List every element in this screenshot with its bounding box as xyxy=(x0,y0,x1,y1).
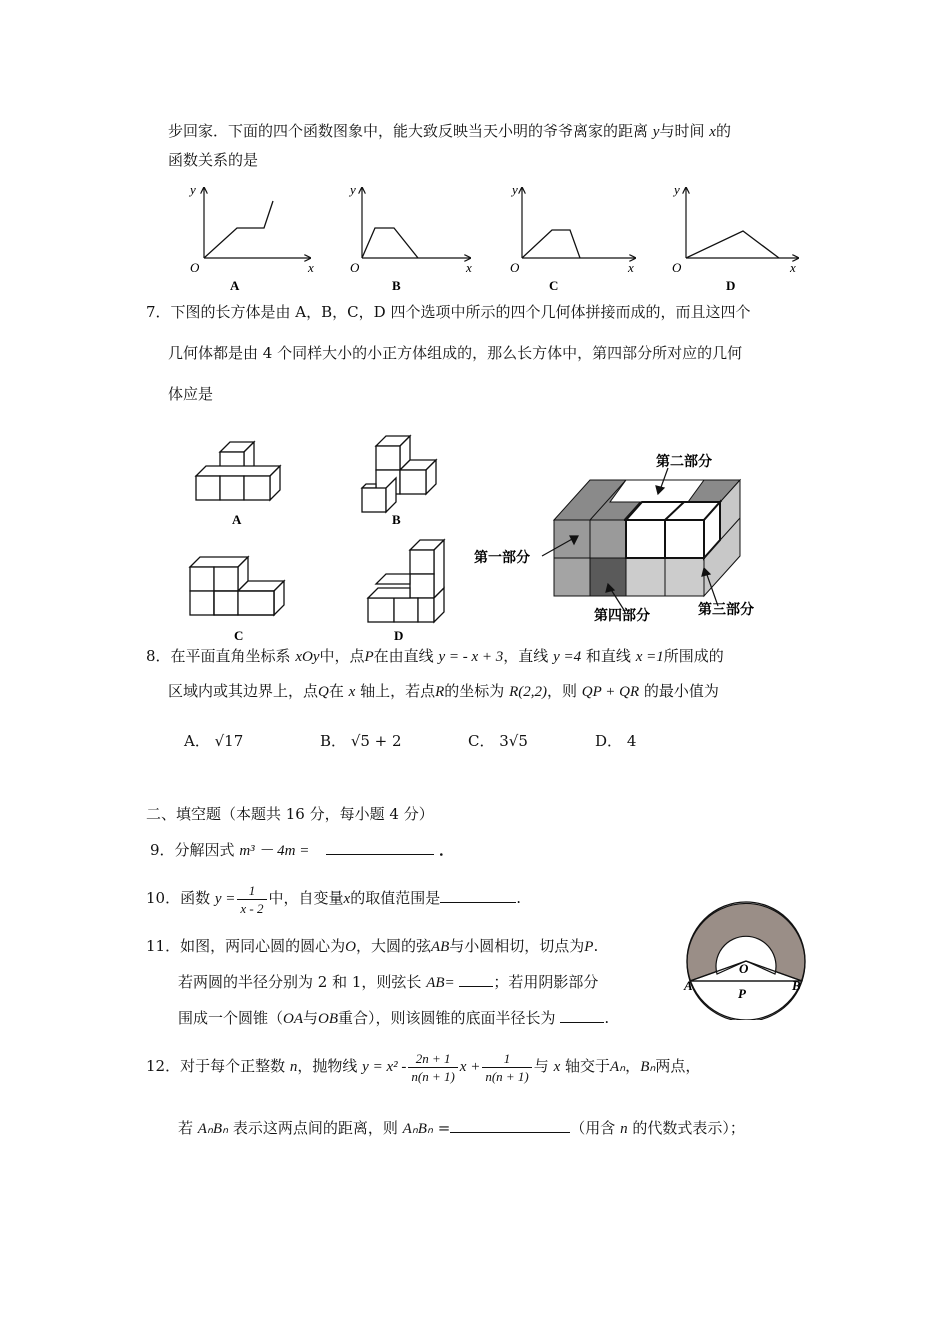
graph-a-y: y xyxy=(190,182,196,197)
q6-line2: 函数关系的是 xyxy=(168,151,259,169)
q12-fraction-2: $\frac{1}{n(n + 1)}$ xyxy=(482,1050,531,1085)
q7-line1: 7．下图的长方体是由 A，B，C，D 四个选项中所示的四个几何体拼接而成的，而且这四个 xyxy=(146,303,751,321)
q7-line3: 体应是 xyxy=(168,385,214,403)
graph-c-y: y xyxy=(512,182,518,197)
q8-option-a: A． √17 xyxy=(184,732,244,750)
graph-a-o: O xyxy=(190,260,200,275)
label-part3: 第三部分 xyxy=(698,603,754,618)
label-part4: 第四部分 xyxy=(594,609,650,624)
q12-fraction-1: $\frac{2n + 1}{n(n + 1)}$ xyxy=(408,1050,457,1085)
shape-a-label: A xyxy=(232,512,242,527)
q10-line: 10．函数 y = $\frac{1}{x - 2}$ 中，自变量x的取值范围是 . xyxy=(146,882,521,916)
fig-b: B xyxy=(792,978,801,993)
shape-c xyxy=(190,557,284,615)
shape-d xyxy=(368,540,444,622)
q6-line1: 步回家．下面的四个函数图象中，能大致反映当天小明的爷爷离家的距离 y与时间 x的 xyxy=(168,122,731,140)
fig-a: A xyxy=(684,978,693,993)
q11-line2: 若两圆的半径分别为 2 和 1，则弦长 AB= ；若用阴影部分 xyxy=(178,973,599,991)
q11-line1: 11．如图，两同心圆的圆心为O，大圆的弦AB与小圆相切，切点为P. xyxy=(146,937,599,955)
shape-b-label: B xyxy=(392,512,401,527)
q8-option-d: D． 4 xyxy=(595,732,637,750)
q10-answer-blank[interactable] xyxy=(440,888,516,903)
q7-cuboid xyxy=(470,440,790,630)
q11-line3: 围成一个圆锥（OA与OB重合），则该圆锥的底面半径长为 . xyxy=(178,1009,610,1027)
q6-graphs xyxy=(180,178,820,298)
fig-o: O xyxy=(739,961,749,976)
q8-option-b: B． √5 + 2 xyxy=(320,732,402,750)
graph-b-x: x xyxy=(466,260,472,275)
q11-figure xyxy=(680,900,810,1020)
shape-d-label: D xyxy=(394,628,404,643)
graph-d-label: D xyxy=(726,278,736,293)
q12-answer-blank[interactable] xyxy=(450,1118,570,1133)
graph-b xyxy=(348,182,472,293)
q9-line: 9．分解因式 m³ － 4m = ． xyxy=(150,841,454,859)
graph-c-label: C xyxy=(549,278,559,293)
graph-a-label: A xyxy=(230,278,240,293)
q8-line1: 8．在平面直角坐标系 xOy中，点P在由直线 y = - x + 3，直线 y =4 和直线 x =1所围成的 xyxy=(146,647,724,665)
graph-b-o: O xyxy=(350,260,360,275)
graph-d-o: O xyxy=(672,260,682,275)
q10-fraction: $\frac{1}{x - 2}$ xyxy=(237,882,266,917)
graph-d-y: y xyxy=(674,182,680,197)
q9-answer-blank[interactable] xyxy=(326,840,434,855)
graph-b-y: y xyxy=(350,182,356,197)
graph-c xyxy=(510,182,635,293)
q12-line2: 若 AₙBₙ 表示这两点间的距离，则 AₙBₙ = （用含 n 的代数式表示）； xyxy=(178,1119,745,1137)
graph-d-x: x xyxy=(790,260,796,275)
section2-title: 二、填空题（本题共 16 分，每小题 4 分） xyxy=(146,805,434,823)
q7-line2: 几何体都是由 4 个同样大小的小正方体组成的，那么长方体中，第四部分所对应的几何 xyxy=(168,344,743,362)
graph-a xyxy=(188,182,314,293)
graph-c-o: O xyxy=(510,260,520,275)
graph-d xyxy=(672,182,798,293)
label-part2: 第二部分 xyxy=(656,455,712,470)
q12-line1: 12．对于每个正整数 n，抛物线 y = x² - $\frac{2n + 1}{n(n + 1)}$ x + $\frac{1}{n(n + 1)}$ 与 x 轴交于Aₙ，Bₙ两点， xyxy=(146,1050,701,1084)
graph-c-x: x xyxy=(628,260,634,275)
q7-shapes xyxy=(180,432,470,647)
label-part1: 第一部分 xyxy=(474,551,530,566)
fig-p: P xyxy=(738,986,746,1001)
q11-answer-blank-1[interactable] xyxy=(459,972,493,987)
q8-option-c: C． 3√5 xyxy=(468,732,528,750)
q11-answer-blank-2[interactable] xyxy=(560,1008,604,1023)
graph-a-x: x xyxy=(308,260,314,275)
q8-line2: 区域内或其边界上，点Q在 x 轴上，若点R的坐标为 R(2,2)，则 QP + QR 的最小值为 xyxy=(168,682,719,700)
shape-a xyxy=(196,442,280,500)
graph-b-label: B xyxy=(392,278,401,293)
shape-b xyxy=(362,436,436,512)
shape-c-label: C xyxy=(234,628,244,643)
